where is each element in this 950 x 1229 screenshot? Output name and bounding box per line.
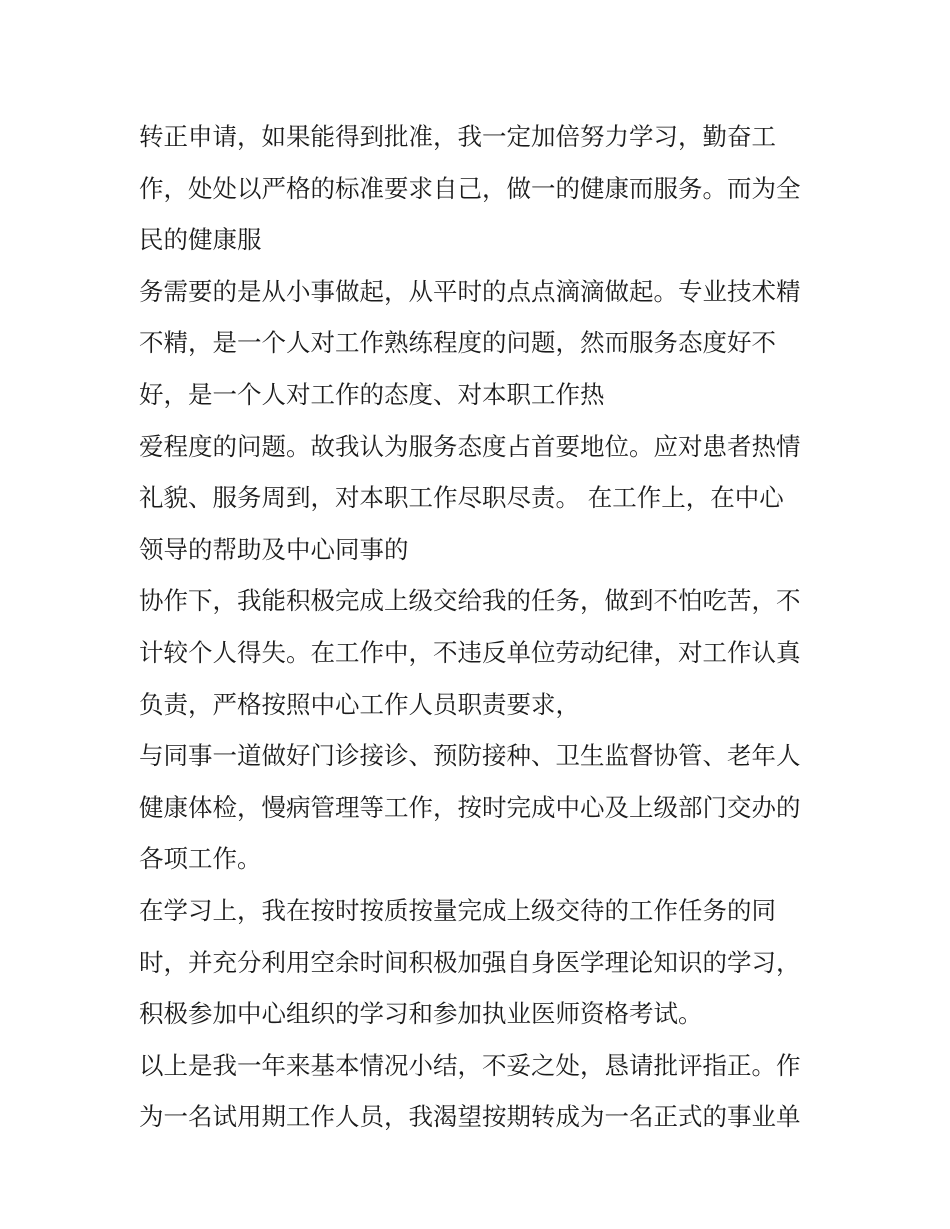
text-line: 转正申请，如果能得到批准，我一定加倍努力学习，勤奋工 [139,122,776,151]
text-line: 与同事一道做好门诊接诊、预防接种、卫生监督协管、老年人 [139,741,801,771]
text-line: 以上是我一年来基本情况小结，不妥之处，恳请批评指正。作 [139,1050,801,1080]
text-line: 作，处处以严格的标准要求自己，做一的健康而服务。而为全 [139,173,801,203]
text-line: 健康体检，慢病管理等工作，按时完成中心及上级部门交办的 [139,792,801,822]
text-line: 不精，是一个人对工作熟练程度的问题，然而服务态度好不 [139,328,776,358]
text-line: 好，是一个人对工作的态度、对本职工作热 [139,379,605,409]
text-line: 积极参加中心组织的学习和参加执业医师资格考试。 [139,999,703,1029]
text-line: 负责，严格按照中心工作人员职责要求， [139,689,580,719]
text-line: 务需要的是从小事做起，从平时的点点滴滴做起。专业技术精 [139,276,801,306]
text-line: 在学习上，我在按时按质按量完成上级交待的工作任务的同 [139,895,776,925]
body-text [139,111,819,1143]
text-line: 各项工作。 [139,844,262,874]
text-line: 时，并充分利用空余时间积极加强自身医学理论知识的学习， [139,947,801,977]
text-line: 协作下，我能积极完成上级交给我的任务，做到不怕吃苦，不 [139,586,801,616]
text-line: 礼貌、服务周到，对本职工作尽职尽责。 在工作上，在中心 [139,483,784,513]
text-line: 领导的帮助及中心同事的 [139,534,409,564]
text-line: 计较个人得失。在工作中，不违反单位劳动纪律，对工作认真 [139,637,801,667]
text-line: 爱程度的问题。故我认为服务态度占首要地位。应对患者热情 [139,431,801,461]
text-line: 民的健康服 [139,225,262,255]
text-line: 为一名试用期工作人员，我渴望按期转成为一名正式的事业单 [139,1102,801,1132]
